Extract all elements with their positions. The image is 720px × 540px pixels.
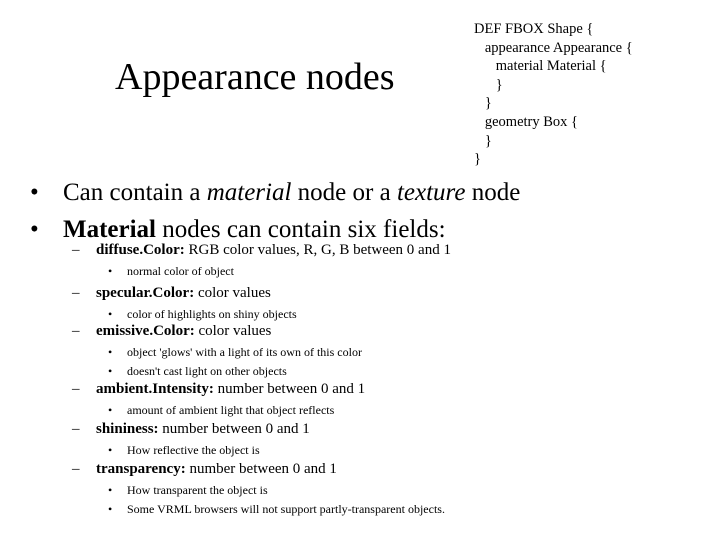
field-name: specular.Color:	[96, 285, 195, 301]
bullet-dot: •	[108, 443, 113, 457]
bullet-dot: •	[30, 216, 39, 243]
dash-marker: –	[72, 323, 80, 339]
bullet-emphasis-material: material	[206, 179, 292, 206]
bullet-text-part: node	[465, 179, 521, 206]
field-text	[96, 241, 451, 259]
field-name: shininess:	[96, 421, 159, 437]
bullet-dot: •	[108, 502, 113, 516]
bullet-dot: •	[30, 179, 39, 206]
field-text	[96, 322, 271, 340]
code-line: DEF FBOX Shape {	[474, 21, 594, 37]
bullet-dot: •	[108, 403, 113, 417]
field-description: color values	[194, 285, 271, 301]
field-description: RGB color values, R, G, B between 0 and 1	[184, 242, 451, 258]
dash-marker: –	[72, 242, 80, 258]
bullet-strong-material: Material	[63, 216, 157, 243]
bullet-dot: •	[108, 345, 113, 359]
field-note-text: Some VRML browsers will not support partly-transparent objects.	[127, 502, 445, 516]
field-description: number between 0 and 1	[213, 381, 366, 397]
dash-marker: –	[72, 461, 80, 477]
field-name: transparency:	[96, 461, 186, 477]
bullet-text-part: node or a	[291, 179, 397, 206]
bullet-text	[63, 178, 520, 208]
code-line: }	[474, 95, 492, 112]
field-text	[96, 420, 310, 438]
field-description: color values	[194, 323, 272, 339]
code-line: geometry Box {	[474, 113, 579, 130]
dash-marker: –	[72, 421, 80, 437]
code-line: }	[474, 76, 503, 93]
code-line: }	[474, 151, 481, 168]
field-text	[96, 284, 271, 302]
field-description: number between 0 and 1	[185, 461, 337, 477]
bullet-dot: •	[108, 364, 113, 378]
code-line: material Material {	[474, 58, 607, 75]
field-name: diffuse.Color:	[96, 242, 185, 258]
bullet-text-part: Can contain a	[63, 179, 207, 206]
field-name: ambient.Intensity:	[96, 381, 214, 397]
bullet-emphasis-texture: texture	[396, 179, 466, 206]
code-line: appearance Appearance {	[474, 39, 633, 56]
dash-marker: –	[72, 285, 80, 301]
field-text	[96, 460, 337, 478]
field-description: number between 0 and 1	[158, 421, 310, 437]
field-note-text: doesn't cast light on other objects	[127, 364, 287, 378]
dash-marker: –	[72, 381, 80, 397]
bullet-text-part: nodes can contain six fields:	[156, 216, 446, 243]
field-note-text: How reflective the object is	[127, 443, 260, 457]
code-line: }	[474, 132, 492, 149]
bullet-dot: •	[108, 264, 113, 278]
field-name: emissive.Color:	[96, 323, 195, 339]
vrml-code-block	[474, 20, 633, 169]
field-note-text: normal color of object	[127, 264, 234, 278]
field-note-text: color of highlights on shiny objects	[127, 307, 297, 321]
field-note-text: amount of ambient light that object reflects	[127, 403, 335, 417]
bullet-dot: •	[108, 483, 113, 497]
field-note-text: object 'glows' with a light of its own of this color	[127, 345, 362, 359]
slide-title: Appearance nodes	[115, 56, 395, 98]
field-text	[96, 380, 365, 398]
field-note-text: How transparent the object is	[127, 483, 268, 497]
bullet-dot: •	[108, 307, 113, 321]
